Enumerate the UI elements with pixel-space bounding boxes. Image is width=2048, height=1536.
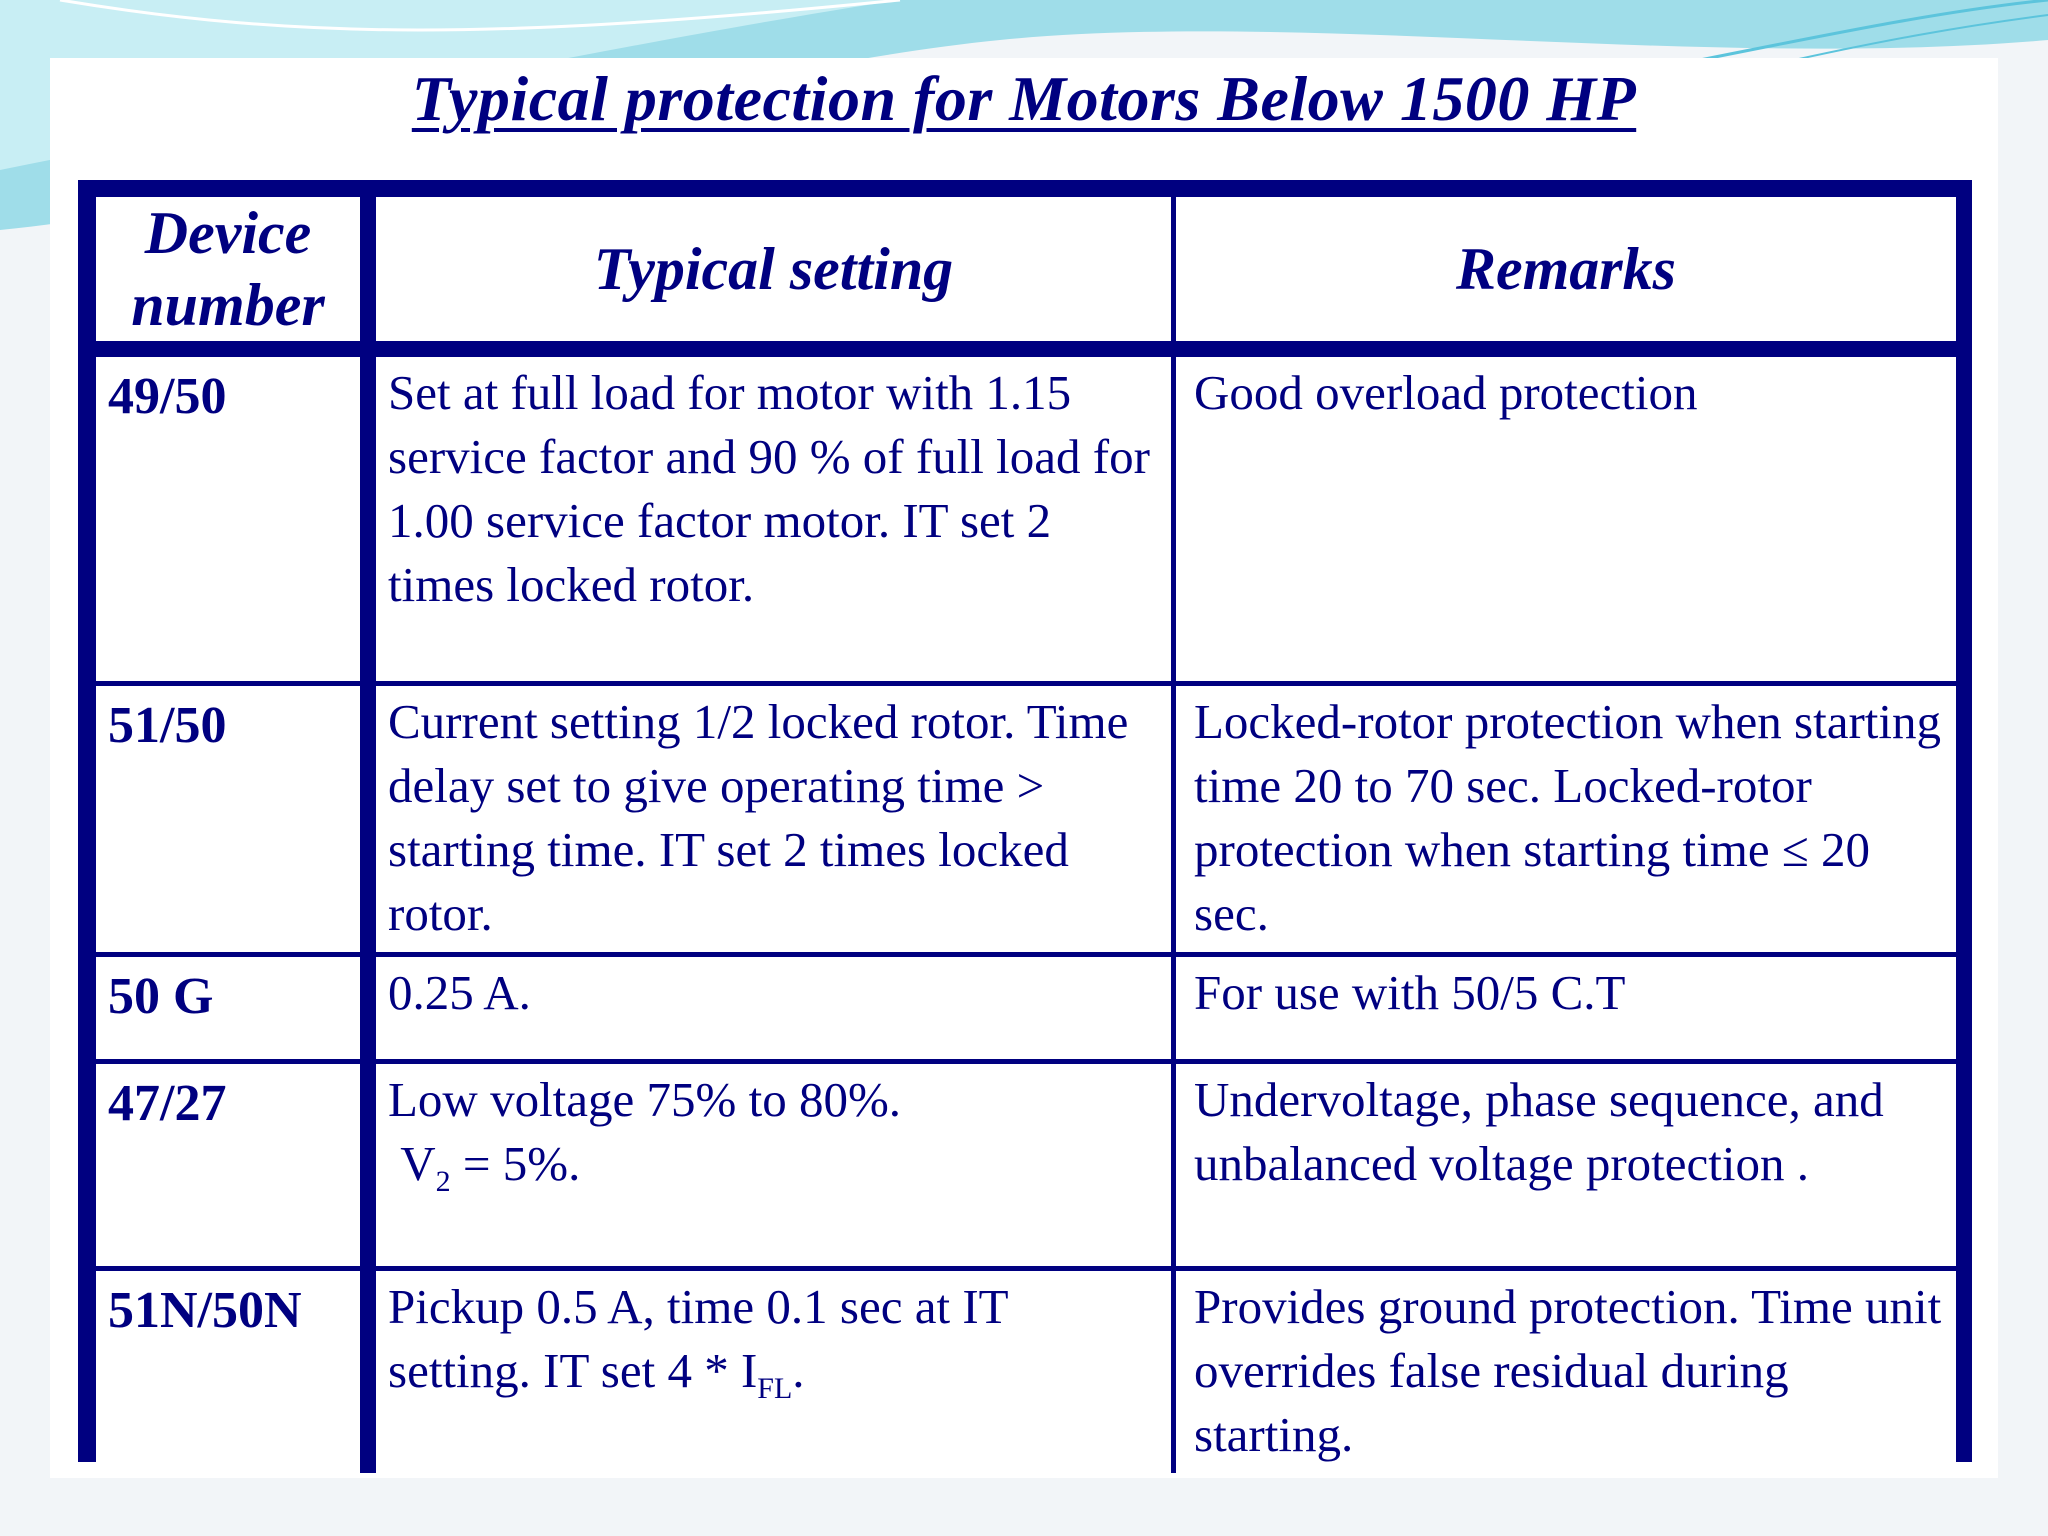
setting-cell	[376, 1064, 1176, 1271]
table-row	[96, 357, 1956, 686]
slide-title: Typical protection for Motors Below 1500 HP	[411, 63, 1637, 134]
setting-formula	[388, 1132, 1161, 1196]
setting-subscript: FL	[757, 1371, 793, 1405]
device-cell: 49/50	[96, 357, 376, 686]
setting-cell: Current setting 1/2 locked rotor. Time delay set to give operating time > starting time. IT set 2 times locked rotor.	[376, 686, 1176, 957]
header-typical-setting: Typical setting	[376, 197, 1176, 357]
setting-cell: Set at full load for motor with 1.15 service factor and 90 % of full load for 1.00 service factor motor. IT set 2 times locked rotor.	[376, 357, 1176, 686]
device-cell: 51N/50N	[96, 1271, 376, 1473]
table-header-row	[96, 197, 1956, 357]
header-remarks: Remarks	[1176, 197, 1956, 357]
table-row	[96, 1064, 1956, 1271]
device-cell: 51/50	[96, 686, 376, 957]
remark-cell: For use with 50/5 C.T	[1176, 957, 1956, 1064]
setting-line: Low voltage 75% to 80%.	[388, 1072, 902, 1127]
table-row	[96, 957, 1956, 1064]
header-device-number: Device number	[96, 197, 376, 357]
setting-cell	[376, 1271, 1176, 1473]
table-row	[96, 1271, 1956, 1473]
remark-cell: Undervoltage, phase sequence, and unbalanced voltage protection .	[1176, 1064, 1956, 1271]
protection-table	[96, 197, 1956, 1473]
formula-value: = 5%.	[450, 1136, 581, 1191]
remark-cell: Good overload protection	[1176, 357, 1956, 686]
table-row	[96, 686, 1956, 957]
formula-symbol: V	[400, 1136, 436, 1191]
device-cell: 47/27	[96, 1064, 376, 1271]
formula-subscript: 2	[435, 1164, 451, 1198]
remark-cell: Locked-rotor protection when starting time 20 to 70 sec. Locked-rotor protection when starting time ≤ 20 sec.	[1176, 686, 1956, 957]
device-cell: 50 G	[96, 957, 376, 1064]
remark-cell: Provides ground protection. Time unit overrides false residual during starting.	[1194, 1279, 1942, 1462]
setting-text: Pickup 0.5 A, time 0.1 sec at IT setting. IT set 4 * I	[388, 1279, 1008, 1398]
setting-end: .	[792, 1343, 805, 1398]
setting-cell: 0.25 A.	[376, 957, 1176, 1064]
